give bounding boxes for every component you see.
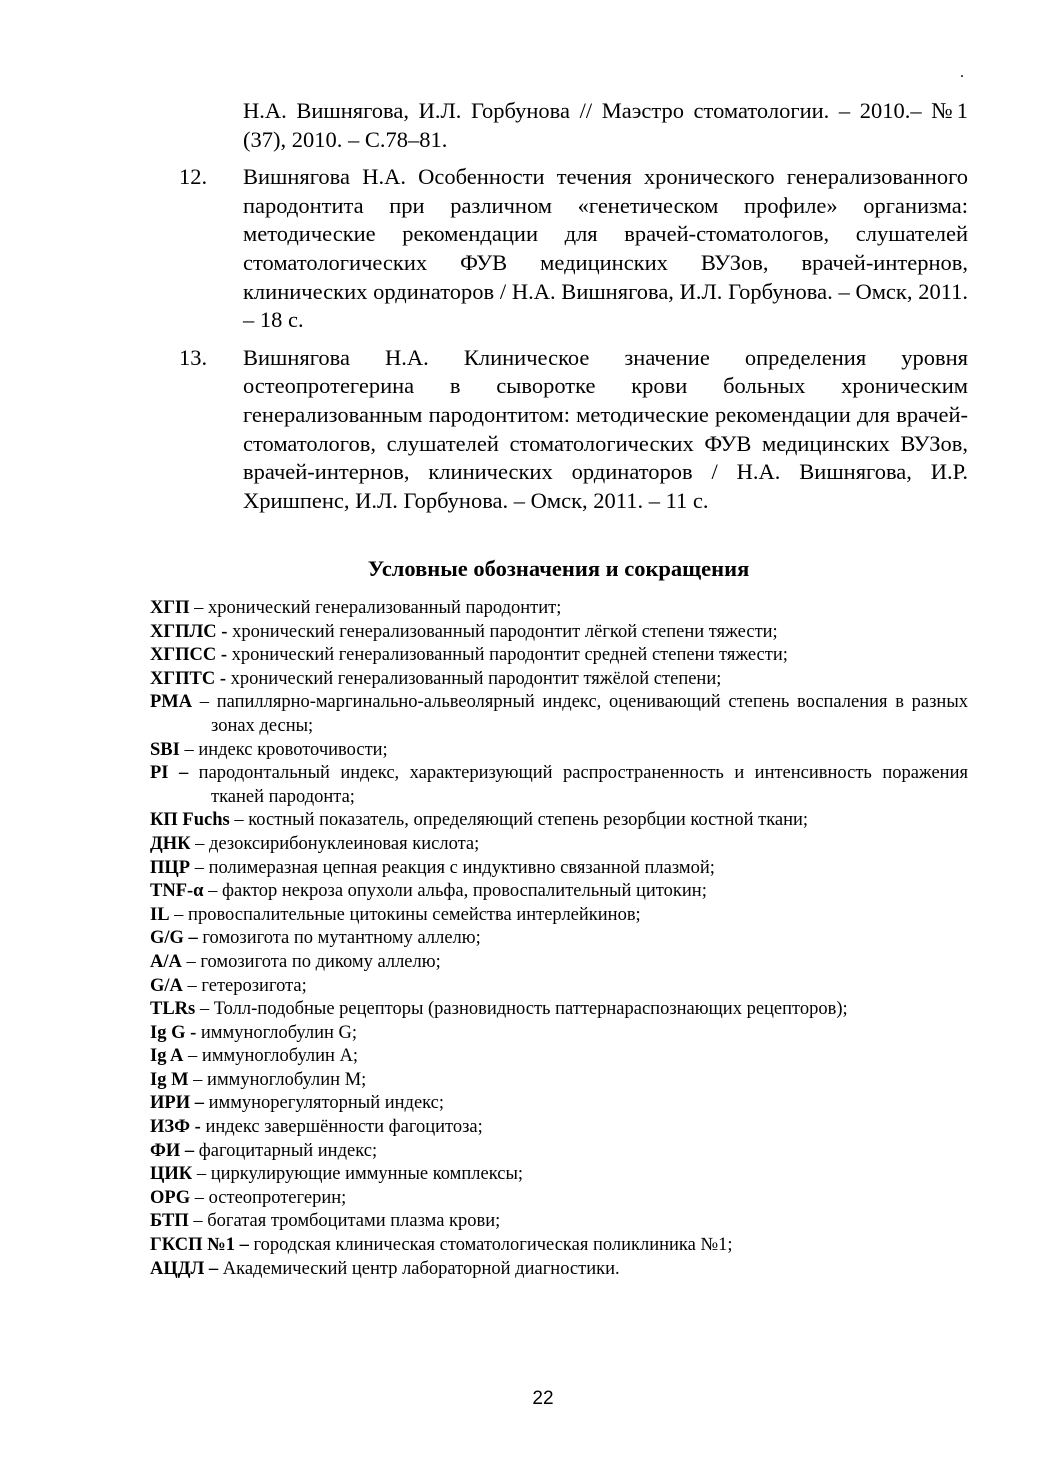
- abbreviation-term: PI –: [150, 763, 189, 784]
- abbreviation-definition: – богатая тромбоцитами плазма крови;: [188, 1211, 501, 1232]
- abbreviation-definition: – иммуноглобулин А;: [183, 1046, 359, 1067]
- abbreviation-item: [150, 1022, 968, 1046]
- abbreviation-term: ХГПЛС -: [150, 621, 228, 642]
- abbreviation-definition: иммунорегуляторный индекс;: [203, 1093, 445, 1114]
- abbreviation-definition: – костный показатель, определяющий степень резорбции костной ткани;: [229, 810, 809, 831]
- abbreviation-item: [150, 762, 968, 809]
- abbreviation-definition: – провоспалительные цитокины семейства интерлейкинов;: [169, 904, 641, 925]
- abbreviation-term: ЦИК: [150, 1164, 193, 1185]
- reference-list: [0, 97, 1040, 515]
- abbreviation-definition: хронический генерализованный пародонтит средней степени тяжести;: [227, 645, 788, 666]
- abbreviation-definition: – индекс кровоточивости;: [179, 739, 388, 760]
- abbreviation-term: ХГПТС -: [150, 668, 227, 689]
- abbreviation-item: [150, 621, 968, 645]
- abbreviation-term: Ig M: [150, 1069, 189, 1090]
- top-mark: .: [960, 64, 964, 81]
- reference-number: 13.: [179, 344, 208, 370]
- abbreviation-definition: – полимеразная цепная реакция с индуктивно связанной плазмой;: [190, 857, 715, 878]
- abbreviation-definition: – папиллярно-маргинально-альвеолярный индекс, оценивающий степень воспаления в разных зонах десны;: [192, 692, 968, 736]
- abbreviation-definition: – остеопротегерин;: [190, 1187, 347, 1208]
- abbreviation-item: [150, 880, 968, 904]
- abbreviation-term: PMA: [150, 692, 193, 713]
- abbreviation-definition: – фактор некроза опухоли альфа, провоспалительный цитокин;: [203, 881, 707, 902]
- reference-number: 12.: [179, 164, 208, 190]
- abbreviation-definition: – хронический генерализованный пародонтит;: [189, 598, 562, 618]
- abbreviation-list: [150, 597, 968, 1281]
- abbreviation-term: A/A: [150, 951, 182, 972]
- abbreviation-item: [150, 739, 968, 763]
- abbreviation-term: Ig G -: [150, 1022, 197, 1043]
- abbreviation-term: ХГПСС -: [150, 645, 228, 666]
- abbreviation-term: OPG: [150, 1187, 191, 1208]
- abbreviation-definition: иммуноглобулин G;: [196, 1022, 358, 1043]
- abbreviation-term: ФИ –: [150, 1140, 195, 1161]
- abbreviation-definition: гомозигота по мутантному аллелю;: [197, 928, 481, 949]
- abbreviation-definition: хронический генерализованный пародонтит тяжёлой степени;: [226, 668, 722, 689]
- abbreviation-item: [150, 1069, 968, 1093]
- abbreviation-item: [150, 1163, 968, 1187]
- abbreviation-item: [150, 904, 968, 928]
- abbreviation-item: [150, 809, 968, 833]
- abbreviation-term: IL: [150, 904, 170, 925]
- abbreviation-definition: – циркулирующие иммунные комплексы;: [192, 1164, 524, 1185]
- abbreviation-term: БТП: [150, 1211, 189, 1232]
- abbreviation-term: КП Fuchs: [150, 810, 230, 831]
- abbreviation-item: [150, 1140, 968, 1164]
- reference-item-13: [0, 344, 1040, 516]
- abbreviation-item: [150, 1258, 968, 1282]
- abbreviation-term: АЦДЛ –: [150, 1258, 219, 1279]
- abbreviation-term: ИРИ –: [150, 1093, 204, 1114]
- abbreviation-definition: – Толл-подобные рецепторы (разновидность паттернараспознающих рецепторов);: [195, 999, 848, 1020]
- abbreviation-term: ХГП: [150, 598, 190, 618]
- abbreviation-definition: – дезоксирибонуклеиновая кислота;: [190, 833, 480, 854]
- abbreviation-definition: хронический генерализованный пародонтит лёгкой степени тяжести;: [227, 621, 778, 642]
- section-heading: Условные обозначения и сокращения: [367, 556, 750, 581]
- abbreviation-definition: городская клиническая стоматологическая поликлиника №1;: [248, 1235, 733, 1256]
- abbreviation-item: [150, 597, 968, 621]
- abbreviation-item: [150, 1116, 968, 1140]
- abbreviation-item: [150, 644, 968, 668]
- abbreviation-term: G/G –: [150, 928, 198, 949]
- abbreviation-item: [150, 998, 968, 1022]
- abbreviation-item: [150, 691, 968, 738]
- abbreviation-term: ПЦР: [150, 857, 191, 878]
- abbreviation-definition: – иммуноглобулин М;: [188, 1069, 367, 1090]
- abbreviation-term: SBI: [150, 739, 180, 760]
- abbreviation-item: [150, 857, 968, 881]
- abbreviation-item: [150, 833, 968, 857]
- abbreviation-term: ИЗФ -: [150, 1117, 201, 1138]
- abbreviation-item: [150, 1092, 968, 1116]
- abbreviation-term: TLRs: [150, 999, 196, 1020]
- reference-text: Вишнягова Н.А. Особенности течения хронического генерализованного пародонтита при различном «генетическом профиле» организма: методические рекомендации для врачей-стоматологов, слушателей стоматологических ФУВ медицинских ВУЗов, врачей-интернов, клинических ординаторов / Н.А. Вишнягова, И.Л. Горбунова. – Омск, 2011. – 18 с.: [243, 164, 968, 333]
- abbreviation-definition: Академический центр лабораторной диагностики.: [218, 1258, 620, 1279]
- abbreviation-item: [150, 975, 968, 999]
- reference-item-12: [0, 163, 1040, 335]
- abbreviation-term: ДНК: [150, 833, 191, 854]
- abbreviation-item: [150, 951, 968, 975]
- abbreviation-item: [150, 1187, 968, 1211]
- abbreviation-item: [150, 1234, 968, 1258]
- abbreviation-term: Ig A: [150, 1046, 184, 1067]
- reference-continuation: Н.А. Вишнягова, И.Л. Горбунова // Маэстро стоматологии. – 2010.– №1 (37), 2010. – С.78–81.: [243, 98, 968, 152]
- abbreviation-definition: пародонтальный индекс, характеризующий распространенность и интенсивность поражения тканей пародонта;: [188, 763, 968, 807]
- abbreviation-term: TNF-α: [150, 881, 204, 902]
- abbreviation-item: [150, 668, 968, 692]
- reference-text: Вишнягова Н.А. Клиническое значение определения уровня остеопротегерина в сыворотке крови больных хроническим генерализованным пародонтитом: методические рекомендации для врачей-стоматологов, слушателей стоматологических ФУВ медицинских ВУЗов, врачей-интернов, клинических ординаторов / Н.А. Вишнягова, И.Р. Хришпенс, И.Л. Горбунова. – Омск, 2011. – 11 с.: [243, 344, 968, 513]
- abbreviation-term: G/A: [150, 975, 183, 996]
- abbreviation-definition: индекс завершённости фагоцитоза;: [200, 1117, 483, 1138]
- page-number: 22: [532, 1388, 554, 1409]
- abbreviation-definition: фагоцитарный индекс;: [194, 1140, 378, 1161]
- abbreviation-term: ГКСП №1 –: [150, 1235, 249, 1256]
- abbreviation-definition: – гомозигота по дикому аллелю;: [181, 951, 441, 972]
- abbreviation-item: [150, 1045, 968, 1069]
- abbreviation-item: [150, 1210, 968, 1234]
- abbreviation-definition: – гетерозигота;: [182, 975, 307, 996]
- abbreviation-item: [150, 927, 968, 951]
